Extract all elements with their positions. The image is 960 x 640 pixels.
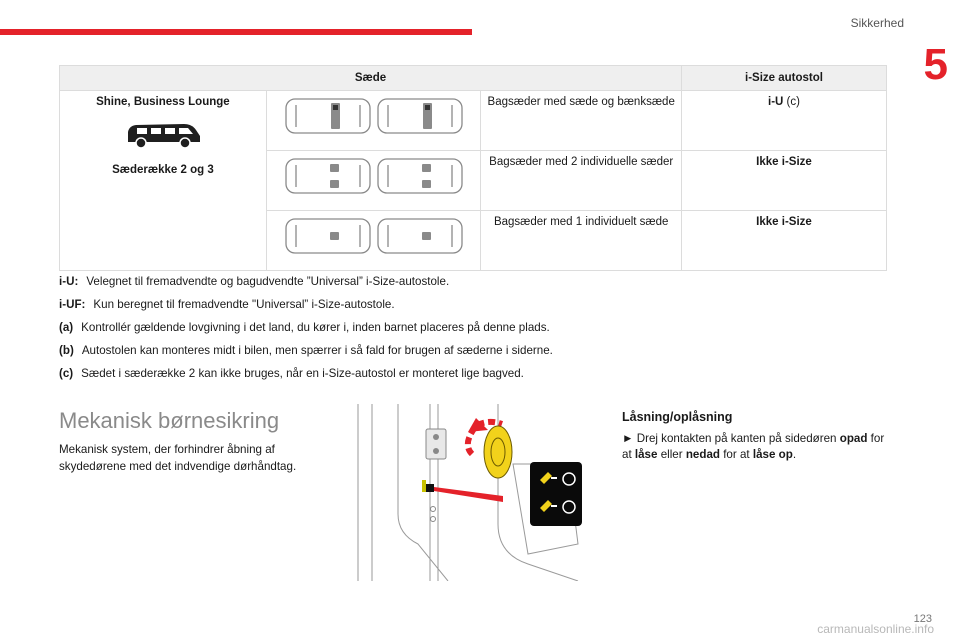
seat-diagram-3 [266, 211, 481, 271]
seat-layout-diagram [282, 155, 466, 197]
child-lock-illustration [338, 404, 592, 581]
table-row [60, 91, 887, 151]
row-label: Sæderække 2 og 3 [112, 164, 214, 176]
col-header-seat: Sæde [60, 66, 682, 91]
footnote-b: (b) Autostolen kan monteres midt i bilen, men spærrer i så fald for brugen af sæderne i siderne. [59, 344, 553, 357]
isize-value: Ikke i-Size [681, 211, 886, 271]
watermark: carmanualsonline.info [817, 622, 934, 636]
seat-description: Bagsæder med sæde og bænksæde [481, 91, 682, 151]
col-header-isize: i-Size autostol [681, 66, 886, 91]
header-red-bar [0, 29, 472, 35]
footnote-i-u: i-U: Velegnet til fremadvendte og bagudvendte ”Universal” i-Size-autostole. [59, 275, 450, 288]
footnote-c: (c) Sædet i sæderække 2 kan ikke bruges, når en i-Size-autostol er monteret lige bagved. [59, 367, 524, 380]
chapter-number: 5 [923, 40, 948, 89]
mekanisk-description: Mekanisk system, der forhindrer åbning af skydedørene med det indvendige dørhåndtag. [59, 443, 297, 473]
heading-mekanisk-bornesikring: Mekanisk børnesikring [59, 408, 280, 433]
model-cell: Shine, Business Lounge Sæderække 2 og 3 [60, 91, 267, 271]
seat-diagram-1 [266, 91, 481, 151]
footnote-i-uf: i-UF: Kun beregnet til fremadvendte "Universal” i-Size-autostole. [59, 298, 395, 311]
seat-layout-diagram [282, 215, 466, 257]
laasning-instruction: ► Drej kontakten på kanten på sidedøren opad for at låse eller nedad for at låse op. [622, 432, 885, 461]
isize-value: Ikke i-Size [681, 151, 886, 211]
section-title: Sikkerhed [850, 16, 904, 30]
van-icon [124, 120, 202, 150]
seat-description: Bagsæder med 1 individuelt sæde [481, 211, 682, 271]
isize-seat-table [59, 65, 887, 271]
model-name-business-lounge: Business Lounge [133, 96, 230, 108]
seat-layout-diagram [282, 95, 466, 137]
table-header-row [60, 66, 887, 91]
seat-description: Bagsæder med 2 individuelle sæder [481, 151, 682, 211]
isize-value: i-U (c) [681, 91, 886, 151]
heading-laasning: Låsning/oplåsning [622, 410, 733, 424]
seat-diagram-2 [266, 151, 481, 211]
page-number: 123 [913, 613, 932, 625]
model-name-shine: Shine [96, 96, 128, 108]
footnotes [59, 276, 899, 391]
footnote-a: (a) Kontrollér gældende lovgivning i det land, du kører i, inden barnet placeres på denne plads. [59, 321, 550, 334]
bullet-arrow-icon: ► [622, 432, 634, 445]
